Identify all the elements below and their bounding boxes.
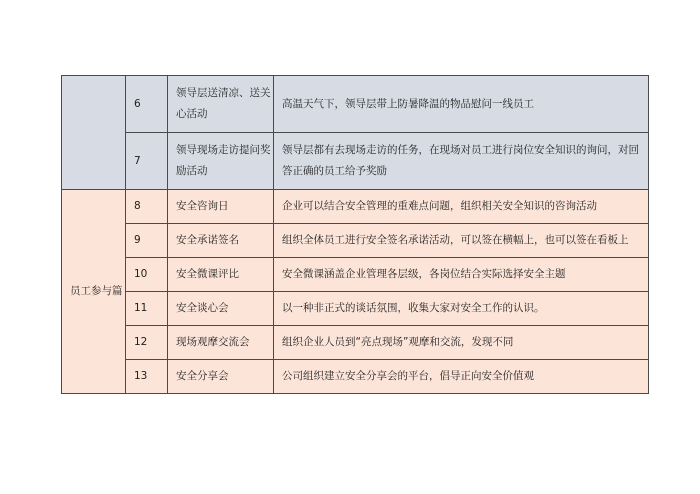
row-number: 11	[126, 292, 168, 326]
category-cell: 员工参与篇	[62, 190, 126, 394]
table-row	[62, 360, 649, 394]
table-row	[62, 224, 649, 258]
activity-name: 现场观摩交流会	[168, 326, 274, 360]
category-cell	[62, 76, 126, 190]
row-number: 12	[126, 326, 168, 360]
row-number: 13	[126, 360, 168, 394]
activity-description: 组织企业人员到“亮点现场”观摩和交流，发现不同	[274, 326, 649, 360]
activity-name: 安全承诺签名	[168, 224, 274, 258]
activity-name: 安全谈心会	[168, 292, 274, 326]
table-row	[62, 258, 649, 292]
row-number: 6	[126, 76, 168, 133]
row-number: 7	[126, 133, 168, 190]
activity-table	[61, 75, 649, 394]
activity-description: 安全微课涵盖企业管理各层级，各岗位结合实际选择安全主题	[274, 258, 649, 292]
activity-description: 领导层都有去现场走访的任务，在现场对员工进行岗位安全知识的询问，对回答正确的员工给予奖励	[274, 133, 649, 190]
activity-name: 安全分享会	[168, 360, 274, 394]
table-row	[62, 292, 649, 326]
activity-description: 以一种非正式的谈话氛围，收集大家对安全工作的认识。	[274, 292, 649, 326]
table-row	[62, 326, 649, 360]
table-row	[62, 76, 649, 133]
activity-description: 高温天气下，领导层带上防暑降温的物品慰问一线员工	[274, 76, 649, 133]
row-number: 10	[126, 258, 168, 292]
row-number: 8	[126, 190, 168, 224]
activity-description: 公司组织建立安全分享会的平台，倡导正向安全价值观	[274, 360, 649, 394]
activity-name: 领导现场走访提问奖励活动	[168, 133, 274, 190]
activity-description: 企业可以结合安全管理的重难点问题，组织相关安全知识的咨询活动	[274, 190, 649, 224]
table-row	[62, 190, 649, 224]
activity-name: 领导层送清凉、送关心活动	[168, 76, 274, 133]
table-row	[62, 133, 649, 190]
activity-name: 安全咨询日	[168, 190, 274, 224]
activity-description: 组织全体员工进行安全签名承诺活动，可以签在横幅上，也可以签在看板上	[274, 224, 649, 258]
activity-name: 安全微课评比	[168, 258, 274, 292]
row-number: 9	[126, 224, 168, 258]
